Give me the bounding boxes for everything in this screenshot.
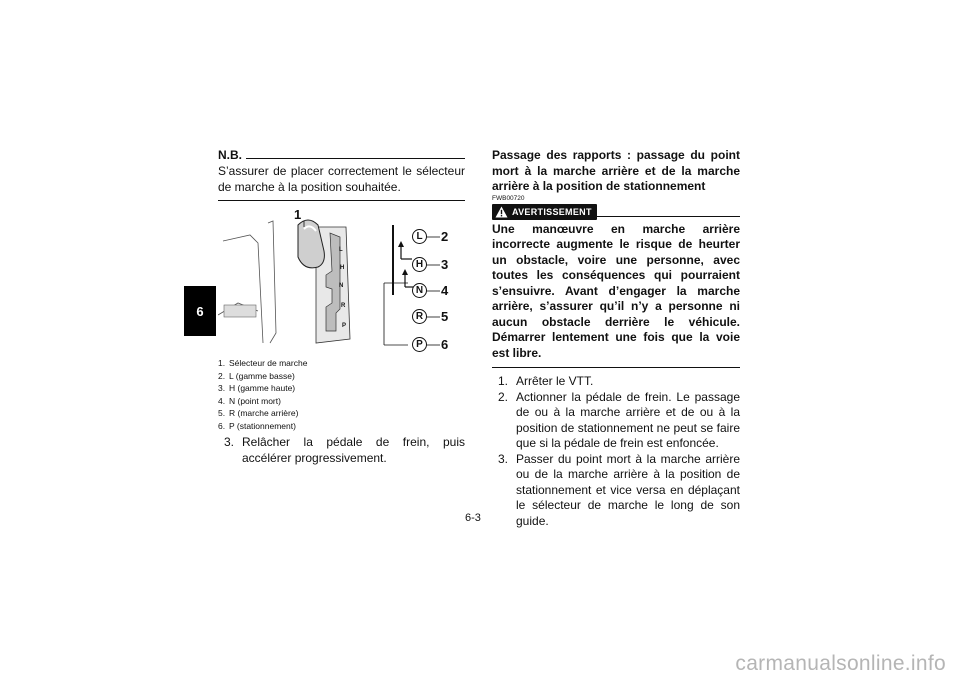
position-n-circle: N [412, 283, 427, 298]
page-number: 6-3 [465, 512, 481, 524]
gate-label-n: N [339, 283, 344, 289]
callout-4: 4 [441, 283, 449, 298]
gate-label-l: L [339, 247, 343, 253]
legend-item: 5. R (marche arrière) [218, 408, 299, 418]
warning-badge [492, 204, 597, 220]
chapter-tab: 6 [184, 286, 216, 336]
gate-label-h: H [340, 265, 345, 271]
position-h-circle: H [412, 257, 427, 272]
position-r-circle: R [412, 309, 427, 324]
legend-item: 4. N (point mort) [218, 395, 281, 406]
legend-item: 3. H (gamme haute) [218, 383, 296, 393]
position-l-circle: L [412, 229, 427, 244]
legend-item: 6. P (stationnement) [218, 420, 296, 431]
note-text: S’assurer de placer correctement le sélecteur de marche à la position souhaitée. [218, 164, 465, 194]
warning-text: Une manœuvre en marche arrière incorrecte augmente le risque de heurter un obstacle, voire une personne, avec toutes les conséquences qui pourraient s’ensuivre. Avant d’engager la marche arrière, s’assurer qu’il n’y a personne ni aucun obstacle derrière le véhicule. Démarrer lentement une fois que la voie est libre. [492, 221, 740, 360]
warning-label: AVERTISSEMENT [512, 206, 592, 217]
step-item: 3. Passer du point mort à la marche arrière ou de la marche arrière à la position de stationnement et vice versa en déplaçant le sélecteur de marche le long de son guide. [498, 451, 740, 528]
section-title: Passage des rapports : passage du point mort à la marche arrière et de la marche arrière à la position de stationnement [492, 148, 740, 193]
callout-1: 1 [294, 207, 302, 222]
watermark: carmanualsonline.info [735, 652, 946, 675]
callout-6: 6 [441, 337, 449, 352]
warning-end-rule [492, 367, 740, 368]
callout-5: 5 [441, 309, 449, 324]
step-item: 1. Arrêter le VTT. [498, 374, 594, 388]
callout-3: 3 [441, 257, 449, 272]
legend-item: 2. L (gamme basse) [218, 370, 295, 381]
note-end-rule [218, 200, 465, 201]
reference-code: FWB00720 [492, 194, 525, 202]
gate-label-r: R [341, 303, 346, 309]
warning-heading [492, 204, 740, 220]
position-p-circle: P [412, 337, 427, 352]
gate-label-p: P [342, 323, 347, 329]
figure-legend [218, 357, 465, 432]
step-item: 2. Actionner la pédale de frein. Le passage de ou à la marche arrière et de ou à la position de stationnement ne peut se faire que si la pédale de frein est enfoncée. [498, 389, 740, 450]
right-column [492, 148, 740, 529]
note-heading [218, 148, 465, 162]
note-heading-label: N.B. [218, 148, 242, 162]
left-column [218, 148, 465, 466]
gear-selector-figure [218, 203, 465, 351]
procedure-steps [492, 374, 740, 529]
step-3-left: 3. Relâcher la pédale de frein, puis accélérer progressivement. [224, 435, 465, 465]
callout-2: 2 [441, 229, 449, 244]
legend-item: 1. Sélecteur de marche [218, 358, 308, 368]
warning-triangle-icon [495, 206, 508, 218]
